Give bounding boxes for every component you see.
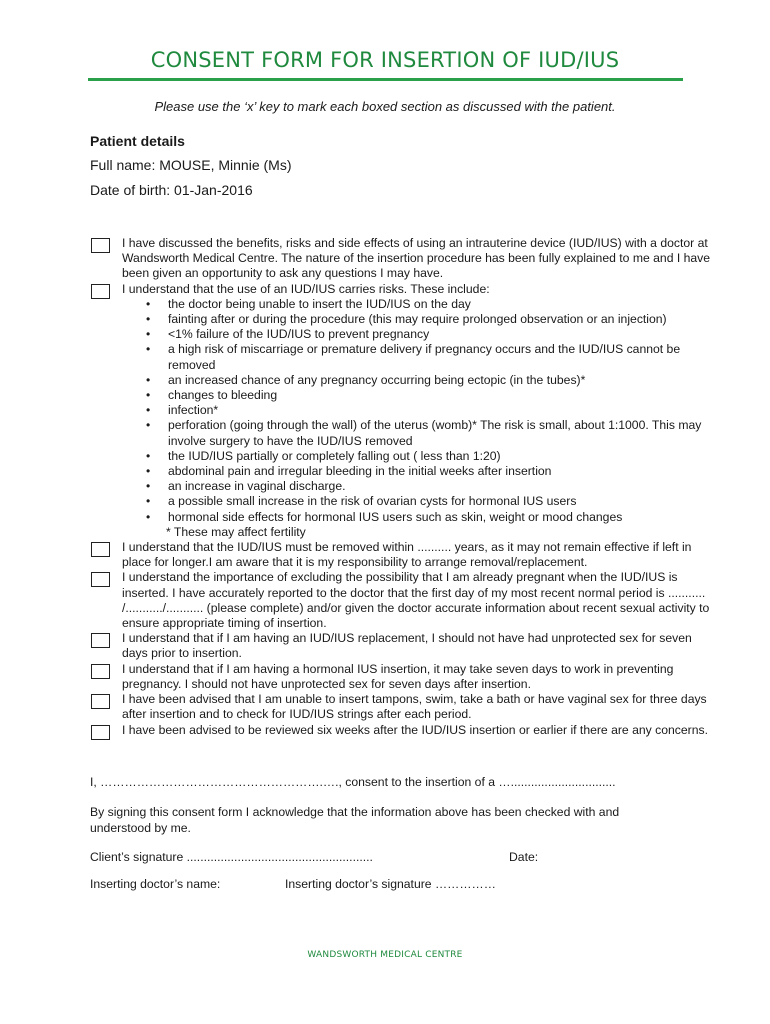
consent-item-text: I understand that if I am having a hormonal IUS insertion, it may take seven days to work in preventing pregnancy. I should not have unprotected sex for seven days after insertion. (122, 661, 674, 691)
consent-item-pregnancy (0, 570, 770, 631)
risk-item: • an increase in vaginal discharge. (168, 479, 714, 494)
instruction-text: Please use the ‘x’ key to mark each boxed section as discussed with the patient. (154, 99, 616, 114)
checkbox-hormonal[interactable] (91, 664, 110, 679)
risk-item: • the IUD/IUS partially or completely falling out ( less than 1:20) (168, 449, 714, 464)
date-field[interactable]: Date: (509, 850, 539, 864)
risk-item: • a possible small increase in the risk of ovarian cysts for hormonal IUS users (168, 494, 714, 509)
checkbox-aftercare[interactable] (91, 694, 110, 709)
consent-item-text: I have been advised to be reviewed six weeks after the IUD/IUS insertion or earlier if there are any concerns. (122, 722, 708, 737)
risk-list (122, 297, 714, 525)
footer-clinic-name: WANDSWORTH MEDICAL CENTRE (307, 950, 463, 960)
risk-item: • perforation (going through the wall) of the uterus (womb)* The risk is small, about 1:1000. This may involve surgery to have the IUD/IUS removed (168, 418, 714, 448)
risk-item: • infection* (168, 403, 714, 418)
consent-item-benefits (0, 236, 770, 282)
form-title: CONSENT FORM FOR INSERTION OF IUD/IUS (150, 48, 620, 72)
patient-details-heading: Patient details (90, 133, 185, 149)
risk-item: • <1% failure of the IUD/IUS to prevent pregnancy (168, 327, 714, 342)
consent-item-text: I have discussed the benefits, risks and side effects of using an intrauterine device (IUD/IUS) with a doctor at Wandsworth Medical Centre. The nature of the insertion procedure has been fully explained to me and I have been given an opportunity to ask any questions I may have. (122, 236, 711, 281)
consent-item-hormonal (0, 662, 770, 692)
risk-item: • fainting after or during the procedure (this may require prolonged observation or an injection) (168, 312, 714, 327)
consent-item-text: I understand that the use of an IUD/IUS carries risks. These include: (122, 281, 490, 296)
consent-item-text: I understand the importance of excluding the possibility that I am already pregnant when the IUD/IUS is inserted. I have accurately reported to the doctor that the first day of my most recent normal period is ........... /.........../........... (please complete) and/or given the doctor accurate information about recent sexual activity to ensure appropriate timing of insertion. (122, 570, 710, 631)
risk-item: • a high risk of miscarriage or premature delivery if pregnancy occurs and the IUD/IUS cannot be removed (168, 342, 714, 372)
consent-item-text: I understand that the IUD/IUS must be removed within .......... years, as it may not remain effective if left in place for longer.I am aware that it is my responsibility to arrange removal/replacement. (122, 540, 692, 570)
consent-statement: I, ……………………………………………….…., consent to the insertion of a …............................... (90, 775, 616, 789)
checkbox-review[interactable] (91, 725, 110, 740)
patient-full-name: Full name: MOUSE, Minnie (Ms) (90, 157, 292, 173)
checkbox-replacement[interactable] (91, 633, 110, 648)
title-divider (88, 78, 683, 81)
consent-items (0, 236, 770, 738)
consent-item-aftercare (0, 692, 770, 722)
checkbox-pregnancy[interactable] (91, 572, 110, 587)
client-signature-field[interactable]: Client’s signature ....................................................... (90, 850, 373, 864)
risk-item: • changes to bleeding (168, 388, 714, 403)
risk-item: • an increased chance of any pregnancy occurring being ectopic (in the tubes)* (168, 373, 714, 388)
consent-item-review (0, 723, 770, 738)
checkbox-risks[interactable] (91, 284, 110, 299)
checkbox-benefits[interactable] (91, 238, 110, 253)
risk-item: • the doctor being unable to insert the IUD/IUS on the day (168, 297, 714, 312)
patient-dob: Date of birth: 01-Jan-2016 (90, 182, 253, 198)
consent-item-text: I understand that if I am having an IUD/IUS replacement, I should not have had unprotected sex for seven days prior to insertion. (122, 631, 692, 661)
risk-footnote: * These may affect fertility (166, 524, 306, 539)
consent-item-replacement (0, 631, 770, 661)
checkbox-removal[interactable] (91, 542, 110, 557)
risk-item: • hormonal side effects for hormonal IUS users such as skin, weight or mood changes (168, 510, 714, 525)
inserting-doctor-name-field[interactable]: Inserting doctor’s name: (90, 877, 221, 891)
consent-item-text: I have been advised that I am unable to insert tampons, swim, take a bath or have vaginal sex for three days after insertion and to check for IUD/IUS strings after each period. (122, 692, 707, 722)
consent-item-removal (0, 540, 770, 570)
risk-item: • abdominal pain and irregular bleeding in the initial weeks after insertion (168, 464, 714, 479)
consent-item-risks (0, 282, 770, 540)
acknowledgement-text: By signing this consent form I acknowledge that the information above has been checked with and understood by me. (90, 805, 620, 835)
inserting-doctor-signature-field[interactable]: Inserting doctor’s signature …………… (285, 877, 496, 891)
